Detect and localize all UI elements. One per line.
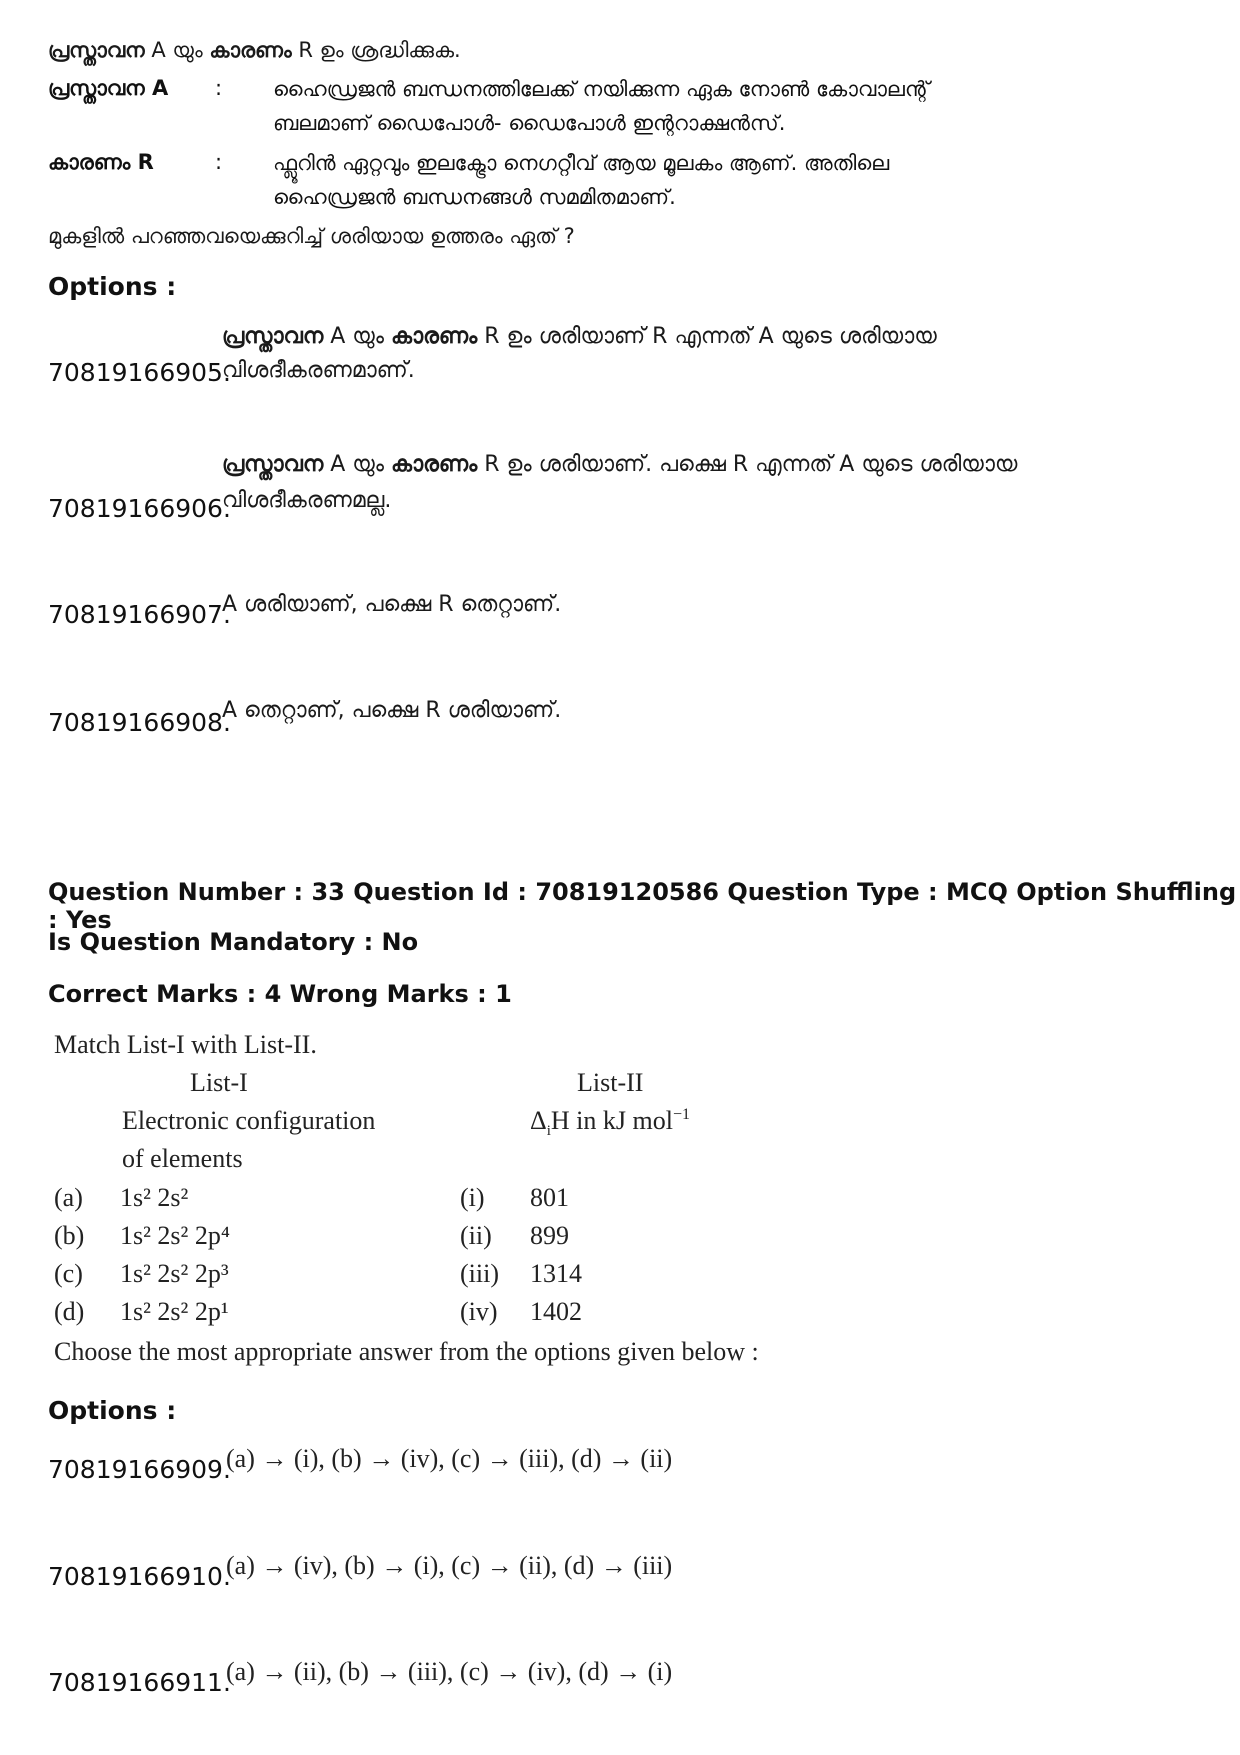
instruction-text-end: R ഉം ശ്രദ്ധിക്കുക. <box>291 38 461 62</box>
option-910-text: (a) → (iv), (b) → (i), (c) → (ii), (d) → (iii) <box>226 1551 673 1580</box>
option-905-bold-2: കാരണം <box>390 324 478 349</box>
instruction-bold-statement: പ്രസ്താവന <box>48 38 145 62</box>
option-909-text: (a) → (i), (b) → (iv), (c) → (iii), (d) → (ii) <box>226 1444 673 1473</box>
option-905-text-2: R ഉം ശരിയാണ് R എന്നത് A യുടെ ശരിയായ <box>477 324 937 349</box>
reason-r-text <box>273 146 993 214</box>
statement-a-line-2: ബലമാണ് ഡൈപോൾ- ഡൈപോൾ ഇന്ററാക്ഷൻസ്. <box>273 111 786 135</box>
list-1-title: List-I <box>190 1068 248 1097</box>
option-906-text-1: A യും <box>323 452 391 477</box>
option-905-bold-1: പ്രസ്താവന <box>222 324 324 349</box>
delta-subscript: i <box>546 1123 551 1139</box>
delta-symbol: Δ <box>530 1106 547 1135</box>
option-908-id[interactable]: 70819166908. <box>48 708 231 737</box>
reason-r-line-2: ഹൈഡ്രജൻ ബന്ധനങ്ങൾ സമമിതമാണ്. <box>273 185 676 209</box>
row-i-value: 801 <box>530 1183 569 1212</box>
list-1-subtitle-2: of elements <box>122 1144 243 1173</box>
statement-a-colon: : <box>215 76 223 100</box>
option-905-text-1: A യും <box>323 324 391 349</box>
option-906-id[interactable]: 70819166906. <box>48 494 231 523</box>
list-2-subtitle <box>530 1106 691 1139</box>
statement-a-label: പ്രസ്താവന A <box>48 76 169 100</box>
option-906-bold-1: പ്രസ്താവന <box>222 452 324 477</box>
option-906-line-2: വിശദീകരണമല്ല. <box>222 488 392 513</box>
list-2-title: List-II <box>577 1068 644 1097</box>
row-a-config: 1s² 2s² <box>120 1183 189 1212</box>
question-text: മുകളിൽ പറഞ്ഞവയെക്കുറിച്ച് ശരിയായ ഉത്തരം ഏത് ? <box>48 224 575 248</box>
match-intro: Match List-I with List-II. <box>54 1030 317 1059</box>
row-i-label: (i) <box>460 1183 485 1212</box>
option-907-text: A ശരിയാണ്, പക്ഷെ R തെറ്റാണ്. <box>222 592 562 617</box>
options-title-q33: Options : <box>48 1396 177 1425</box>
statement-a-text <box>273 72 993 140</box>
question-header: Question Number : 33 Question Id : 70819120586 Question Type : MCQ Option Shuffling : Yes <box>48 878 1237 934</box>
option-909-id[interactable]: 70819166909. <box>48 1455 231 1484</box>
row-b-config: 1s² 2s² 2p⁴ <box>120 1221 230 1250</box>
list-1-subtitle-1: Electronic configuration <box>122 1106 376 1135</box>
row-iv-label: (iv) <box>460 1297 498 1326</box>
option-911-text: (a) → (ii), (b) → (iii), (c) → (iv), (d) → (i) <box>226 1657 673 1686</box>
row-iii-value: 1314 <box>530 1259 582 1288</box>
row-d-label: (d) <box>54 1297 85 1326</box>
instruction-bold-reason: കാരണം <box>209 38 292 62</box>
question-mandatory: Is Question Mandatory : No <box>48 928 419 956</box>
row-b-label: (b) <box>54 1221 85 1250</box>
option-910-id[interactable]: 70819166910. <box>48 1562 231 1591</box>
option-908-text: A തെറ്റാണ്, പക്ഷെ R ശരിയാണ്. <box>222 698 562 723</box>
row-iii-label: (iii) <box>460 1259 499 1288</box>
option-906-text <box>222 446 1122 484</box>
assertion-instruction <box>48 38 461 63</box>
question-marks: Correct Marks : 4 Wrong Marks : 1 <box>48 980 512 1008</box>
choose-instruction: Choose the most appropriate answer from the options given below : <box>54 1337 759 1366</box>
option-905-text <box>222 318 1122 356</box>
unit-exponent: −1 <box>672 1106 691 1123</box>
option-906-text-2: R ഉം ശരിയാണ്. പക്ഷെ R എന്നത് A യുടെ ശരിയായ <box>477 452 1018 477</box>
row-c-label: (c) <box>54 1259 83 1288</box>
option-911-id[interactable]: 70819166911. <box>48 1668 231 1697</box>
statement-a-line-1: ഹൈഡ്രജൻ ബന്ധനത്തിലേക്ക് നയിക്കുന്ന ഏക നോൺ കോവാലന്റ് <box>273 77 930 101</box>
reason-r-line-1: ഫ്ലൂറിൻ ഏറ്റവും ഇലക്ട്രോ നെഗറ്റീവ് ആയ മൂലകം ആണ്. അതിലെ <box>273 151 890 175</box>
row-a-label: (a) <box>54 1183 83 1212</box>
row-d-config: 1s² 2s² 2p¹ <box>120 1297 229 1326</box>
row-ii-value: 899 <box>530 1221 569 1250</box>
row-iv-value: 1402 <box>530 1297 582 1326</box>
unit-text: H in kJ mol <box>550 1106 673 1135</box>
option-906-bold-2: കാരണം <box>390 452 478 477</box>
option-905-line-2: വിശദീകരണമാണ്. <box>222 358 415 383</box>
instruction-text: A യും <box>144 38 210 62</box>
options-title: Options : <box>48 272 177 301</box>
reason-r-label: കാരണം R <box>48 150 154 174</box>
row-c-config: 1s² 2s² 2p³ <box>120 1259 229 1288</box>
reason-r-colon: : <box>215 150 223 174</box>
row-ii-label: (ii) <box>460 1221 492 1250</box>
option-905-id[interactable]: 70819166905. <box>48 358 231 387</box>
option-907-id[interactable]: 70819166907. <box>48 600 231 629</box>
